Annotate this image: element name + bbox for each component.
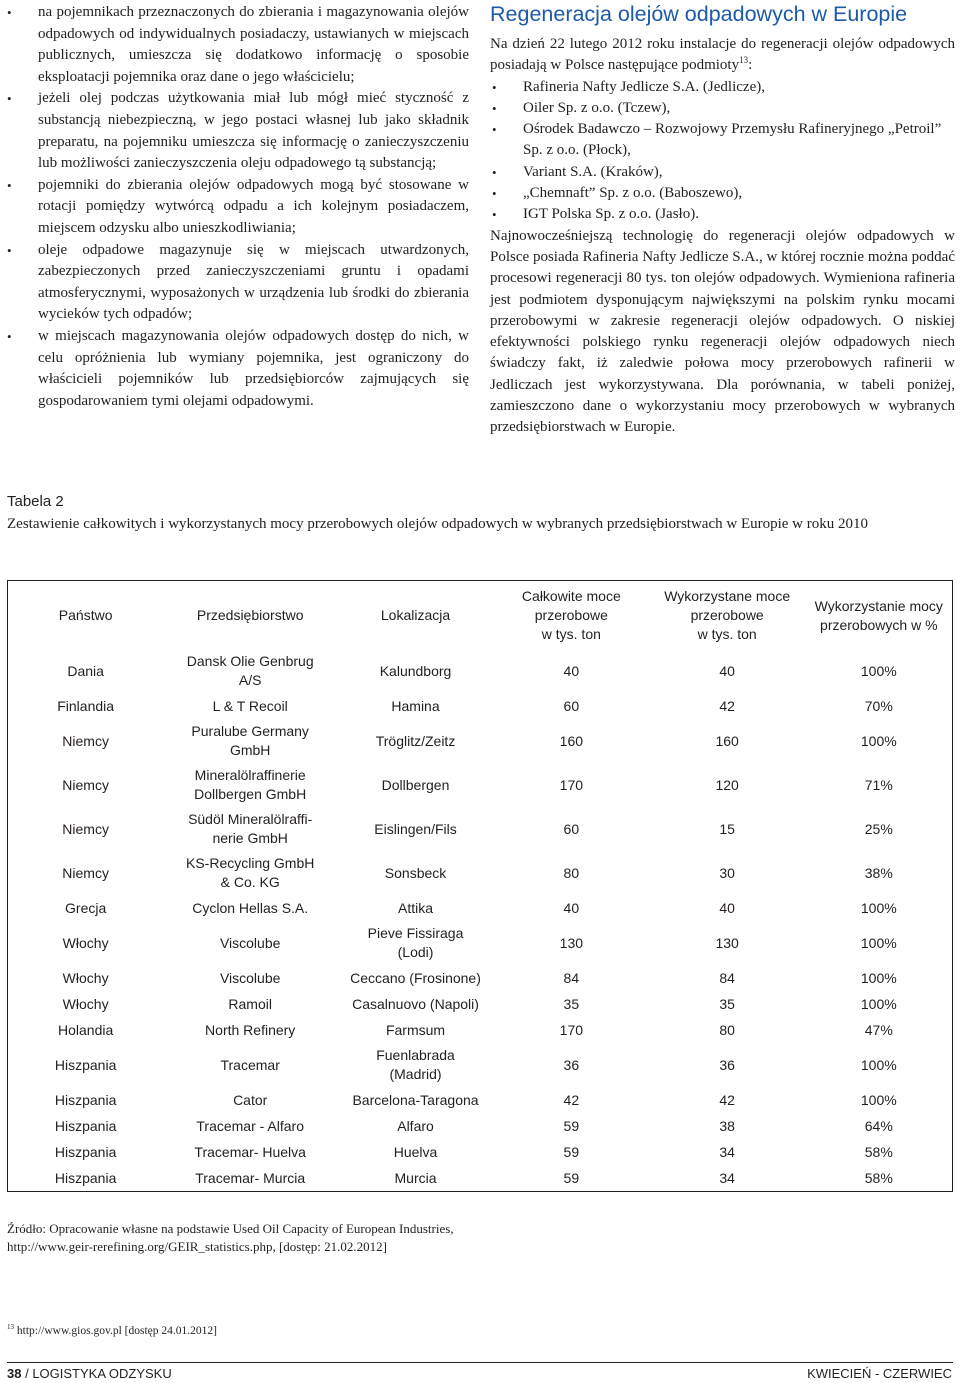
header-line: Wykorzystanie mocy (814, 597, 943, 614)
list-item: • w miejscach magazynowania olejów odpadowych dostęp do nich, w celu opróżnienia lub wymiany pojemnika, jest ograniczony do właścicieli pojemników lub przedsiębiorców zajmujących się gospodarowaniem tymi olejami odpadowymi. (7, 326, 469, 412)
left-column (7, 2, 469, 412)
cell-company-line: GmbH (229, 742, 271, 758)
cell-location-line: Farmsum (385, 1021, 446, 1038)
cell-company (163, 719, 337, 763)
section-heading: Regeneracja olejów odpadowych w Europie (490, 2, 908, 26)
cell-country: Dania (67, 662, 104, 679)
cell-location-line: Murcia (394, 1169, 437, 1186)
list-item: • IGT Polska Sp. z o.o. (Jasło). (490, 204, 955, 225)
cell-location (337, 719, 494, 763)
cell-total-capacity: 59 (563, 1169, 580, 1186)
cell-used-capacity: 34 (719, 1143, 735, 1160)
cell-company-line: Puralube Germany (191, 723, 309, 739)
cell-company-line: Dollbergen GmbH (194, 786, 307, 802)
cell-total-capacity: 35 (563, 995, 580, 1012)
cell-company (163, 1139, 337, 1165)
cell-company-line: Tracemar (220, 1056, 280, 1073)
cell-location (337, 1017, 494, 1043)
list-item: • pojemniki do zbierania olejów odpadowych mogą być stosowane w rotacji pomiędzy wytwórcą odpadu a ich kolejnym posiadaczem, miejscem odzysku albo unieszkodliwiania; (7, 175, 469, 240)
cell-location (337, 1043, 494, 1087)
cell-total-capacity: 160 (559, 732, 584, 749)
cell-company-line: Tracemar - Alfaro (196, 1117, 304, 1134)
capacity-table (7, 580, 953, 1192)
cell-total-capacity: 40 (563, 662, 580, 679)
cell-location-line: Ceccano (Frosinone) (350, 969, 481, 986)
footer-left (7, 1365, 172, 1383)
cell-company-line: L & T Recoil (212, 697, 288, 714)
cell-utilization: 70% (864, 697, 893, 714)
table-row (8, 763, 953, 807)
cell-company-line: North Refinery (205, 1021, 296, 1038)
cell-utilization: 100% (860, 732, 897, 749)
cell-total-capacity: 36 (563, 1056, 580, 1073)
table-row (8, 1087, 953, 1113)
cell-used-capacity: 40 (719, 662, 735, 679)
storage-rules-list (7, 2, 469, 412)
header-country: Państwo (58, 607, 113, 623)
cell-location-line: Casalnuovo (Napoli) (352, 995, 479, 1012)
cell-used-capacity: 130 (715, 934, 739, 951)
table-row (8, 693, 953, 719)
footnote-ref: 13 (739, 55, 749, 66)
cell-company (163, 1043, 337, 1087)
issue-label: KWIECIEŃ - CZERWIEC (807, 1366, 952, 1381)
cell-total-capacity: 170 (559, 776, 584, 793)
list-item: • Variant S.A. (Kraków), (490, 162, 955, 183)
header-used-capacity (649, 581, 806, 650)
right-column (490, 0, 955, 439)
cell-location-line: Pieve Fissiraga (367, 925, 464, 941)
cell-location-line: Barcelona-Taragona (352, 1091, 479, 1108)
cell-location-line: Tröglitz/Zeitz (375, 732, 456, 749)
cell-location (337, 807, 494, 851)
cell-utilization: 100% (860, 1091, 897, 1108)
cell-country: Niemcy (62, 820, 109, 837)
cell-location-line: Fuenlabrada (376, 1047, 455, 1063)
header-total-capacity (494, 581, 649, 650)
cell-used-capacity: 35 (719, 995, 735, 1012)
cell-company-line: Südöl Mineralölraffi- (188, 811, 313, 827)
cell-used-capacity: 38 (719, 1117, 735, 1134)
header-company: Przedsiębiorstwo (196, 607, 304, 623)
cell-utilization: 47% (864, 1021, 893, 1038)
cell-total-capacity: 170 (559, 1021, 584, 1038)
cell-utilization: 25% (864, 820, 893, 837)
cell-total-capacity: 80 (563, 864, 580, 881)
cell-used-capacity: 80 (719, 1021, 735, 1038)
cell-utilization: 100% (860, 899, 897, 916)
list-item: • na pojemnikach przeznaczonych do zbierania i magazynowania olejów odpadowych od indywidualnych posiadaczy, ustawianych w miejscach publicznych, umieszcza się dodatkowo informację o sposobie eksploatacji pojemnika oraz dane o jego właścicielu; (7, 2, 469, 88)
intro-paragraph (490, 34, 955, 77)
table-title: Zestawienie całkowitych i wykorzystanych mocy przerobowych olejów odpadowych w wybranych przedsiębiorstwach w Europie w roku 2010 (7, 516, 868, 532)
cell-location (337, 1139, 494, 1165)
cell-total-capacity: 60 (563, 697, 580, 714)
cell-country: Hiszpania (54, 1169, 117, 1186)
cell-country: Hiszpania (54, 1056, 117, 1073)
table-row (8, 649, 953, 693)
cell-total-capacity: 130 (559, 934, 584, 951)
header-line: Całkowite moce (521, 588, 621, 604)
cell-country: Włochy (62, 995, 109, 1012)
cell-utilization: 100% (860, 1056, 897, 1073)
source-url: http://www.geir-rerefining.org/GEIR_statistics.php, [dostęp: 21.02.2012] (7, 1239, 387, 1254)
cell-country: Holandia (58, 1021, 114, 1038)
footnote-number: 13 (7, 1323, 14, 1332)
cell-location (337, 921, 494, 965)
header-utilization (806, 581, 953, 650)
cell-used-capacity: 15 (719, 820, 735, 837)
cell-location-line: (Lodi) (397, 944, 434, 960)
cell-company-line: KS-Recycling GmbH (186, 855, 315, 871)
cell-location (337, 895, 494, 921)
cell-used-capacity: 40 (719, 899, 735, 916)
cell-company-line: Mineralölraffinerie (194, 767, 306, 783)
header-line: Wykorzystane moce (664, 588, 791, 604)
cell-country: Niemcy (62, 776, 109, 793)
cell-total-capacity: 42 (563, 1091, 580, 1108)
cell-country: Niemcy (62, 864, 109, 881)
table-row (8, 965, 953, 991)
list-item: • Oiler Sp. z o.o. (Tczew), (490, 98, 955, 119)
table-row (8, 851, 953, 895)
cell-location (337, 1087, 494, 1113)
cell-utilization: 100% (860, 995, 897, 1012)
table-row (8, 719, 953, 763)
header-line: przerobowych w % (820, 616, 938, 633)
cell-utilization: 58% (864, 1143, 893, 1160)
table-header-row (8, 581, 953, 650)
cell-company-line: Tracemar- Murcia (195, 1169, 306, 1186)
list-item: • „Chemnaft” Sp. z o.o. (Baboszewo), (490, 183, 955, 204)
cell-total-capacity: 59 (563, 1117, 580, 1134)
cell-company (163, 895, 337, 921)
cell-company (163, 1017, 337, 1043)
cell-utilization: 71% (864, 776, 893, 793)
cell-company-line: Cator (233, 1091, 268, 1108)
table-row (8, 1139, 953, 1165)
cell-company-line: Viscolube (219, 969, 281, 986)
cell-company (163, 991, 337, 1017)
cell-location (337, 1113, 494, 1139)
cell-total-capacity: 59 (563, 1143, 580, 1160)
cell-company (163, 921, 337, 965)
list-item: • Ośrodek Badawczo – Rozwojowy Przemysłu Rafineryjnego „Petroil” Sp. z o.o. (Płock), (490, 119, 955, 162)
cell-company (163, 693, 337, 719)
cell-location-line: Dollbergen (381, 776, 450, 793)
cell-company-line: nerie GmbH (212, 830, 288, 846)
journal-name: LOGISTYKA ODZYSKU (32, 1366, 172, 1381)
cell-location (337, 693, 494, 719)
footnote (7, 1323, 957, 1339)
cell-used-capacity: 42 (719, 1091, 735, 1108)
cell-company (163, 807, 337, 851)
list-item: • Rafineria Nafty Jedlicze S.A. (Jedlicze), (490, 77, 955, 98)
cell-utilization: 100% (860, 662, 897, 679)
cell-used-capacity: 36 (719, 1056, 735, 1073)
cell-country: Finlandia (57, 697, 115, 714)
list-item: • jeżeli olej podczas użytkowania miał lub mógł mieć styczność z substancją niebezpieczną, w jego postaci własnej lub jako składnik preparatu, na pojemniku umieszcza się informację o zanieczyszczeniu lub możliwości zanieczyszczenia oleju odpadowego tą substancją; (7, 88, 469, 174)
cell-company (163, 1113, 337, 1139)
cell-utilization: 38% (864, 864, 893, 881)
cell-location-line: Attika (398, 899, 434, 916)
cell-location (337, 763, 494, 807)
cell-company-line: Viscolube (219, 934, 281, 951)
header-line: przerobowe (690, 607, 764, 623)
table-caption (7, 491, 957, 535)
cell-location (337, 851, 494, 895)
cell-location-line: Sonsbeck (384, 864, 447, 881)
cell-location-line: Hamina (391, 697, 440, 714)
page-number: 38 (7, 1366, 22, 1381)
cell-company (163, 1087, 337, 1113)
header-line: w tys. ton (541, 626, 601, 642)
cell-company (163, 965, 337, 991)
cell-country: Włochy (62, 969, 109, 986)
cell-used-capacity: 120 (715, 776, 739, 793)
table-row (8, 1043, 953, 1087)
entities-list (490, 77, 955, 226)
source-line: Źródło: Opracowanie własne na podstawie Used Oil Capacity of European Industries, (7, 1221, 454, 1236)
table-row (8, 921, 953, 965)
cell-country: Hiszpania (54, 1091, 117, 1108)
cell-used-capacity: 160 (715, 732, 739, 749)
cell-location-line: Alfaro (397, 1117, 434, 1134)
cell-total-capacity: 40 (563, 899, 580, 916)
table-label: Tabela 2 (7, 493, 64, 510)
cell-company-line: Ramoil (228, 995, 272, 1012)
header-line: w tys. ton (697, 626, 757, 642)
footer-divider (7, 1362, 953, 1363)
intro-end: : (748, 57, 753, 74)
cell-utilization: 100% (860, 934, 897, 951)
cell-country: Hiszpania (54, 1117, 117, 1134)
cell-company-line: Tracemar- Huelva (194, 1143, 306, 1160)
body-paragraph: Najnowocześniejszą technologię do regeneracji olejów odpadowych w Polsce posiada Rafineria Nafty Jedlicze S.A., w której rocznie można poddać procesowi regeneracji 80 tys. ton olejów odpadowych. Wymieniona rafineria jest podmiotem dysponującym największymi na polskim rynku mocami przerobowymi w zakresie regeneracji olejów odpadowych. O niskiej efektywności polskiego rynku regeneracji olejów odpadowych niech świadczy fakt, iż zaledwie połowa mocy przerobowych rafinerii w Jedliczach jest wykorzystywana. Dla porównania, w tabeli poniżej, zamieszczono dane o wykorzystaniu mocy przerobowych w wybranych przedsiębiorstwach w Europie. (490, 227, 955, 436)
cell-company (163, 649, 337, 693)
intro-text: Na dzień 22 lutego 2012 roku instalacje do regeneracji olejów odpadowych posiadają w Polsce następujące podmioty (490, 36, 955, 74)
table-row (8, 1165, 953, 1192)
cell-utilization: 100% (860, 969, 897, 986)
cell-location (337, 991, 494, 1017)
cell-country: Grecja (65, 899, 107, 916)
cell-company (163, 851, 337, 895)
cell-location (337, 649, 494, 693)
table-row (8, 1017, 953, 1043)
cell-used-capacity: 42 (719, 697, 735, 714)
header-line: przerobowe (534, 607, 608, 623)
cell-used-capacity: 84 (719, 969, 735, 986)
table-row (8, 1113, 953, 1139)
cell-company-line: & Co. KG (220, 874, 280, 890)
cell-location (337, 1165, 494, 1192)
list-item: • oleje odpadowe magazynuje się w miejscach utwardzonych, zabezpieczonych przed zanieczyszczeniami gruntu i opadami atmosferycznymi, wyposażonych w urządzenia lub środki do zbierania wycieków tych odpadów; (7, 240, 469, 326)
table-row (8, 895, 953, 921)
cell-location-line: Eislingen/Fils (374, 820, 457, 837)
table-row (8, 807, 953, 851)
cell-utilization: 58% (864, 1169, 893, 1186)
cell-location-line: Huelva (393, 1143, 438, 1160)
source-note (7, 1220, 957, 1256)
cell-country: Niemcy (62, 732, 109, 749)
cell-country: Włochy (62, 934, 109, 951)
cell-used-capacity: 30 (719, 864, 735, 881)
cell-company-line: Cyclon Hellas S.A. (192, 899, 309, 916)
cell-company (163, 1165, 337, 1192)
cell-utilization: 64% (864, 1117, 893, 1134)
cell-country: Hiszpania (54, 1143, 117, 1160)
cell-company-line: Dansk Olie Genbrug (186, 653, 314, 669)
footnote-text: http://www.gios.gov.pl [dostęp 24.01.2012] (14, 1325, 217, 1337)
cell-location-line: Kalundborg (379, 662, 452, 679)
table-body (8, 649, 953, 1192)
cell-used-capacity: 34 (719, 1169, 735, 1186)
cell-location (337, 965, 494, 991)
cell-total-capacity: 60 (563, 820, 580, 837)
footer-separator: / (21, 1366, 33, 1381)
cell-total-capacity: 84 (563, 969, 580, 986)
cell-company (163, 763, 337, 807)
table-row (8, 991, 953, 1017)
cell-location-line: (Madrid) (389, 1066, 442, 1082)
header-location: Lokalizacja (380, 607, 451, 623)
cell-company-line: A/S (238, 672, 262, 688)
